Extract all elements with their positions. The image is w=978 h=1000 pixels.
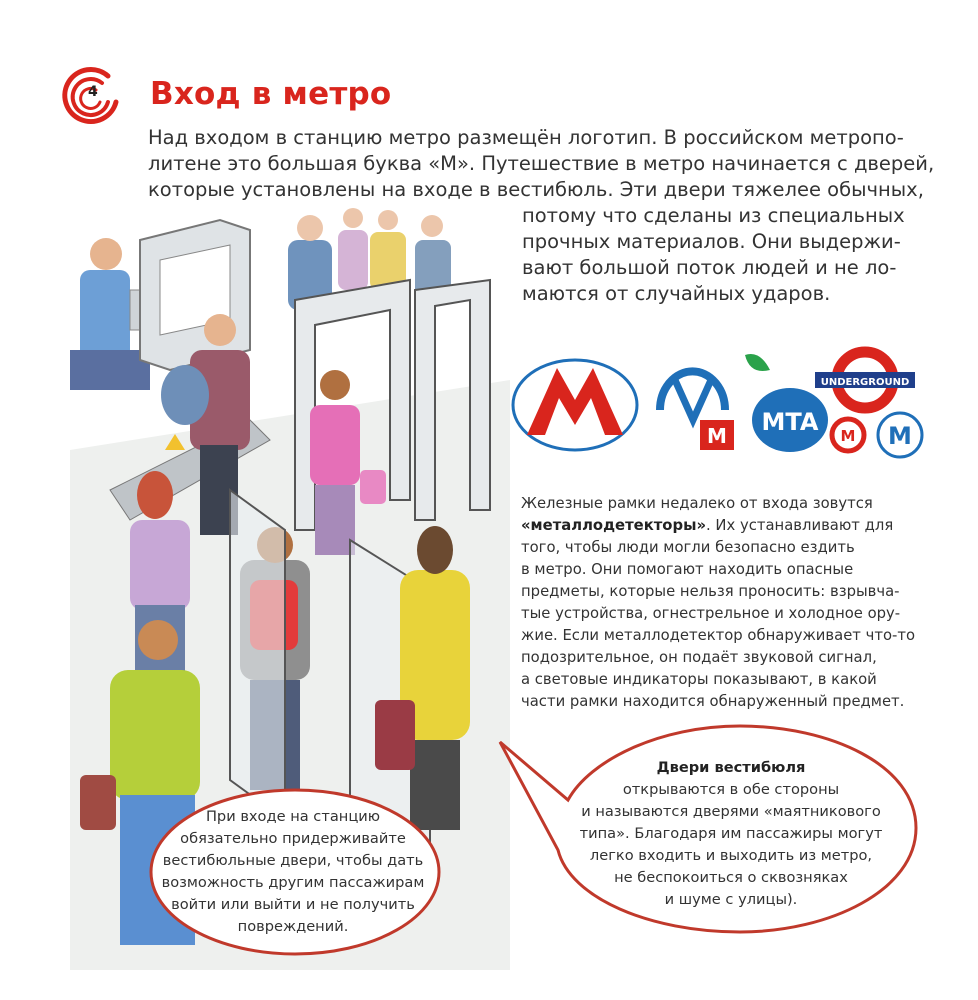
metal-detector-line: в метро. Они помогают находить опасные bbox=[521, 561, 854, 578]
roundel-m-text: M bbox=[840, 427, 856, 445]
intro-line: маются от случайных ударов. bbox=[522, 282, 831, 305]
metal-detector-line: тые устройства, огнестрельное и холодное ору- bbox=[521, 605, 901, 622]
metal-detector-line: Железные рамки недалеко от входа зовутся bbox=[521, 495, 873, 512]
intro-line: литене это большая буква «М». Путешествие в метро начинается с дверей, bbox=[148, 152, 935, 175]
london-underground-logo bbox=[815, 352, 915, 408]
mta-logo-text: MTA bbox=[761, 408, 819, 436]
spb-metro-logo bbox=[660, 354, 770, 420]
advice-line: войти или выйти и не получить bbox=[171, 896, 415, 913]
metal-detector-line: того, чтобы люди могли безопасно ездить bbox=[521, 539, 855, 556]
intro-line: прочных материалов. Они выдержи- bbox=[522, 230, 901, 253]
advice-line: возможность другим пассажирам bbox=[161, 874, 425, 891]
lobby-doors-line: и называются дверями «маятникового bbox=[581, 803, 881, 820]
metal-detector-term: «металлодетекторы» bbox=[521, 517, 707, 534]
advice-line: повреждений. bbox=[237, 918, 349, 935]
lobby-doors-text bbox=[555, 757, 907, 911]
advice-line: вестибюльные двери, чтобы дать bbox=[162, 852, 424, 869]
metal-detector-line: «металлодетекторы». Их устанавливают для bbox=[521, 517, 894, 534]
page-title: Вход в метро bbox=[150, 76, 392, 112]
moscow-metro-logo bbox=[513, 360, 637, 450]
metal-detector-line: а световые индикаторы показывают, в какой bbox=[521, 671, 877, 688]
blue-m-logo bbox=[878, 413, 922, 457]
lobby-doors-line: типа». Благодаря им пассажиры могут bbox=[579, 825, 883, 842]
red-m-logo bbox=[700, 420, 734, 450]
intro-line: Над входом в станцию метро размещён логотип. В российском метропо- bbox=[148, 126, 904, 149]
lobby-doors-line: легко входить и выходить из метро, bbox=[589, 847, 873, 864]
advice-line: обязательно придерживайте bbox=[180, 830, 406, 847]
underground-logo-text: UNDERGROUND bbox=[820, 377, 910, 388]
lobby-doors-line: открываются в обе стороны bbox=[622, 781, 840, 798]
mta-logo bbox=[752, 388, 828, 452]
lobby-doors-line: не беспокоиться о сквозняках bbox=[614, 869, 848, 886]
metal-detector-line: подозрительное, он подаёт звуковой сигнал, bbox=[521, 649, 877, 666]
lobby-doors-line: и шуме с улицы). bbox=[664, 891, 798, 908]
metal-detector-line: предметы, которые нельзя проносить: взрывча- bbox=[521, 583, 900, 600]
advice-line: При входе на станцию bbox=[205, 808, 381, 825]
blue-m-text: M bbox=[888, 422, 912, 450]
advice-text bbox=[150, 806, 436, 938]
page-number: 4 bbox=[88, 84, 98, 100]
roundel-m-logo bbox=[832, 419, 864, 451]
metro-logos bbox=[505, 340, 935, 470]
metal-detector-line: части рамки находится обнаруженный предмет. bbox=[521, 693, 905, 710]
metal-detector-text bbox=[521, 493, 915, 713]
red-m-text: M bbox=[707, 424, 727, 448]
metal-detector-line: жие. Если металлодетектор обнаруживает что-то bbox=[521, 627, 916, 644]
intro-line: которые установлены на входе в вестибюль. Эти двери тяжелее обычных, bbox=[148, 178, 924, 201]
intro-line: вают большой поток людей и не ло- bbox=[522, 256, 897, 279]
intro-line: потому что сделаны из специальных bbox=[522, 204, 905, 227]
lobby-doors-term: Двери вестибюля bbox=[656, 759, 806, 776]
